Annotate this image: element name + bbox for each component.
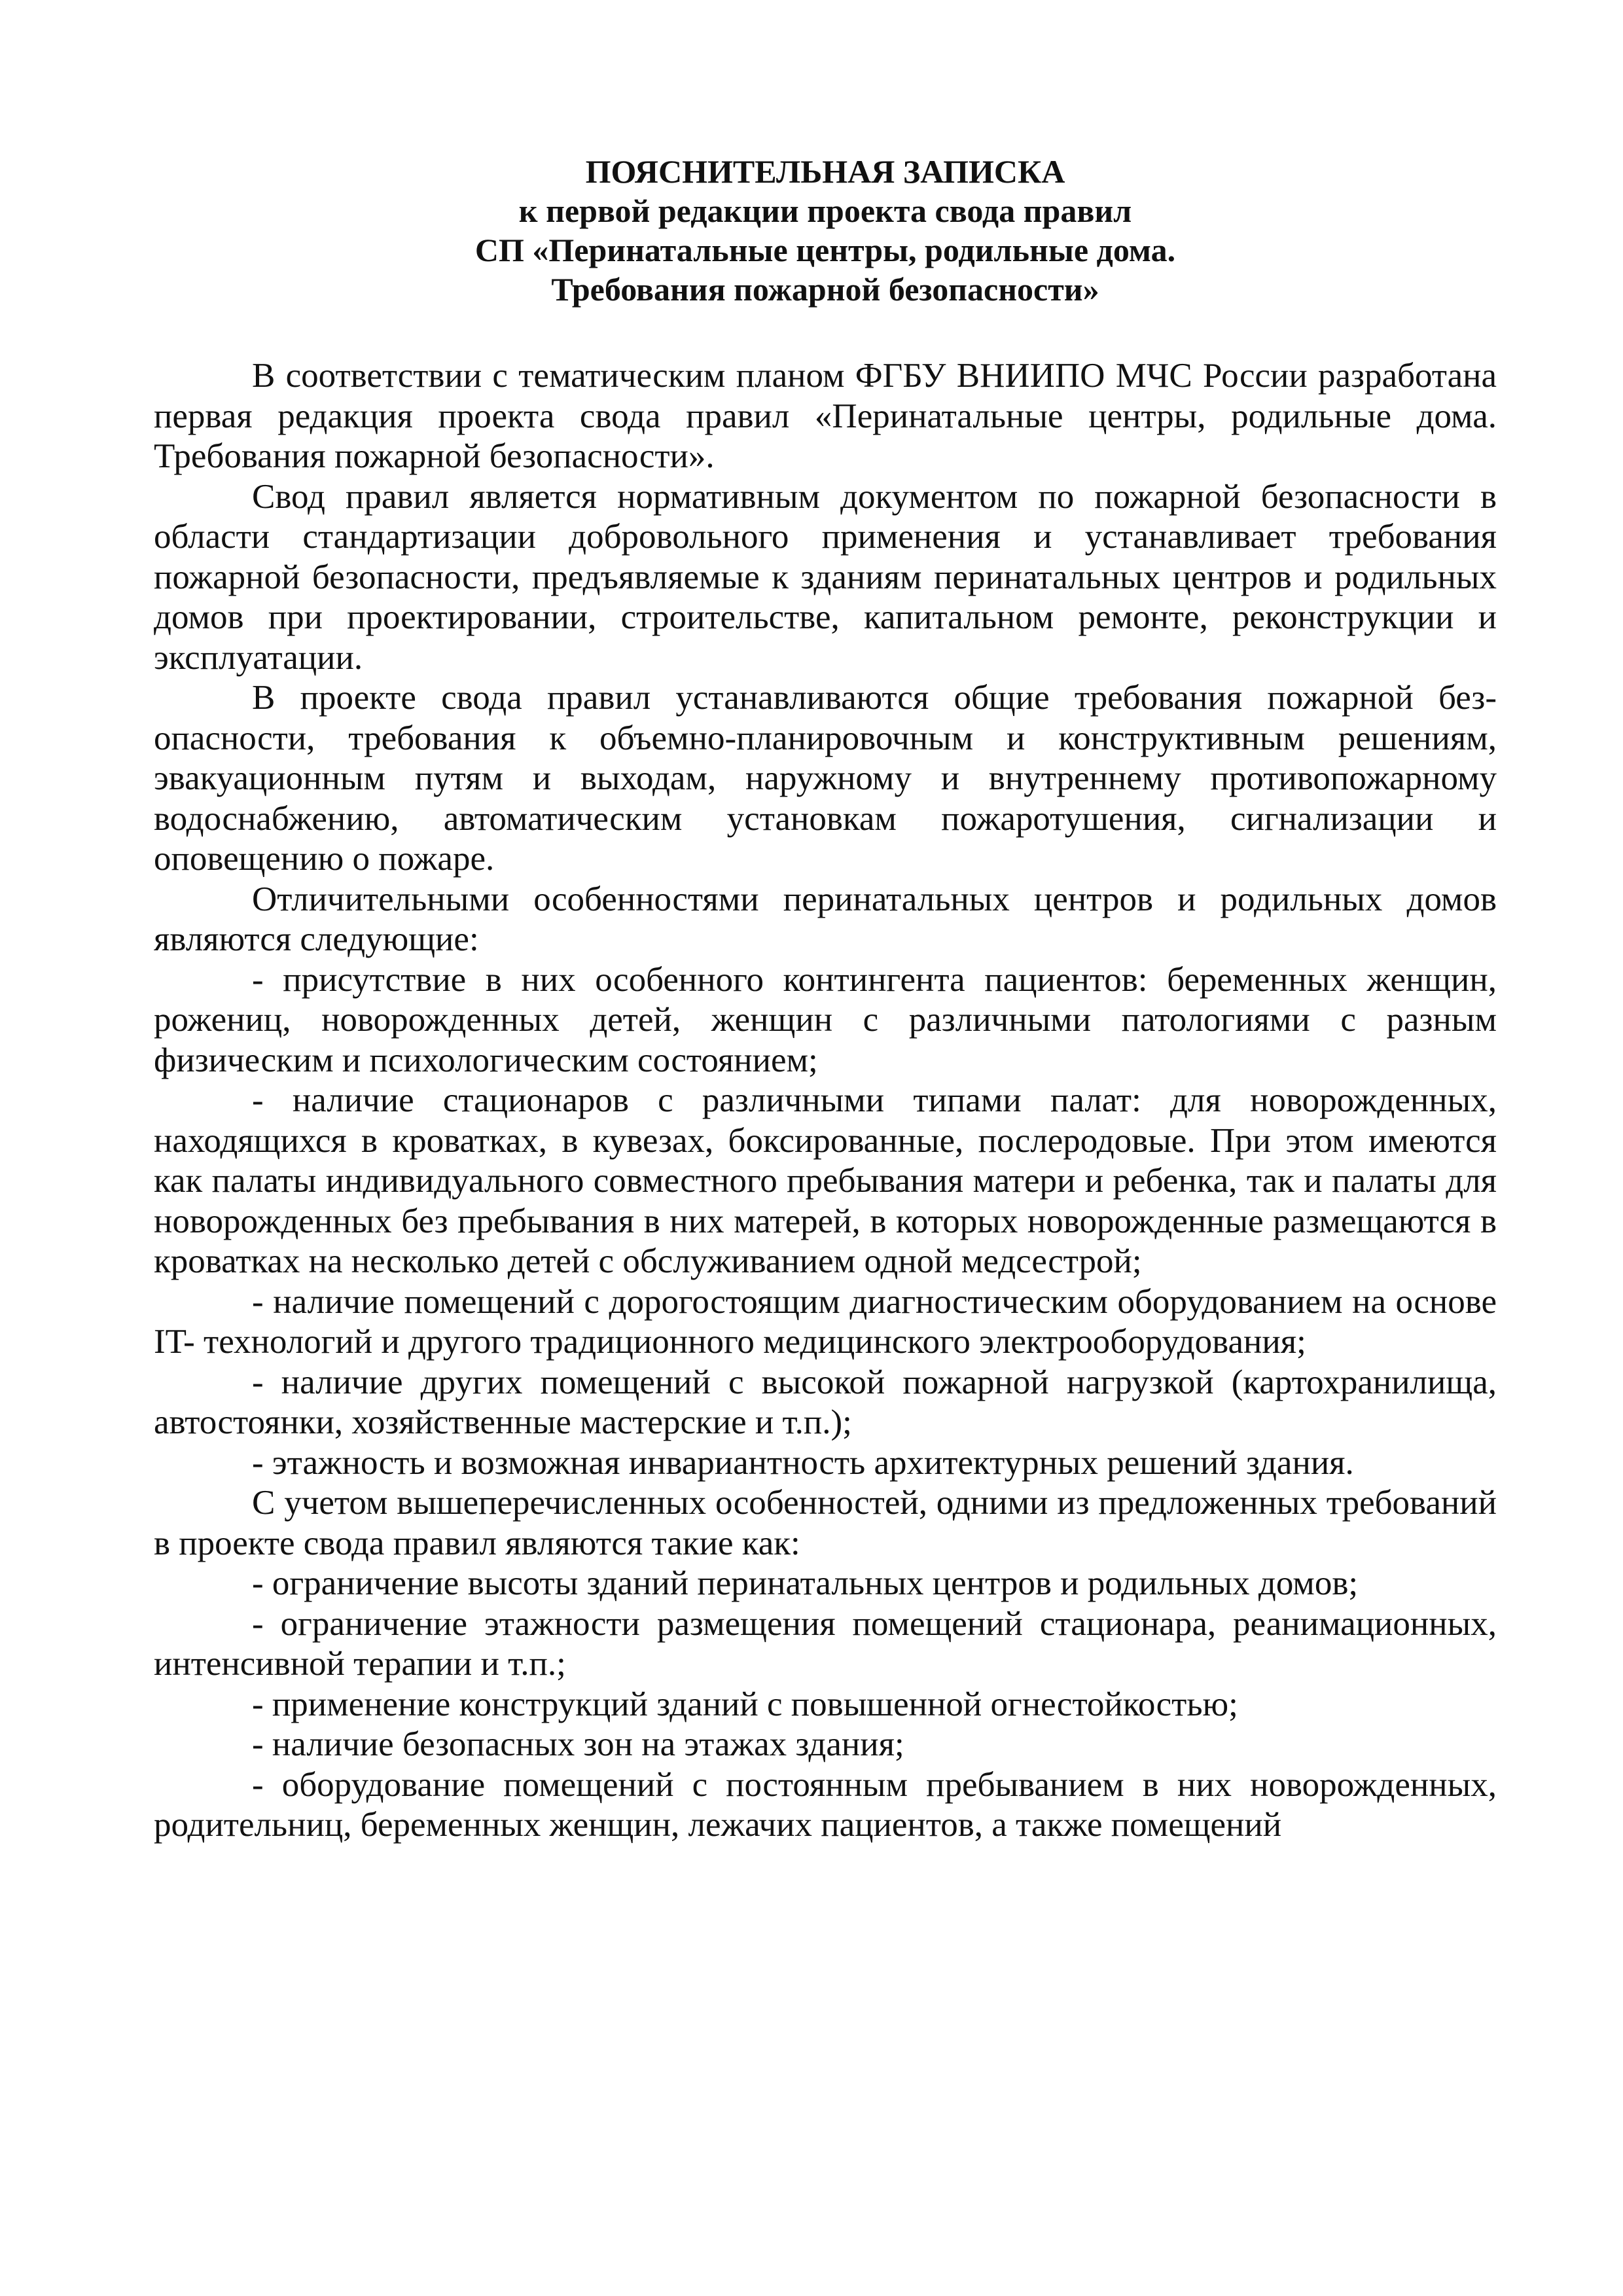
document-title [154,152,1497,309]
list-item: - наличие стационаров с различными типами палат: для новорожденных, находящихся в кроватках, в кувезах, боксированные, послеродовые. При этом имеются как палаты индивидуального совместного пребывания матери и ребенка, так и палаты для новорожденных без пребывания в них матерей, в которых новорожденные размещаются в кроватках на несколько детей с обслуживанием одной медсестрой; [154,1081,1497,1280]
list-item: - применение конструкций зданий с повышенной огнестойкостью; [252,1685,1238,1723]
paragraph: В проекте свода правил устанавливаются общие требования пожарной безопасности, требования к объемно-планировочным и конструктивным решениям, эвакуационным путям и выходам, наружному и внутреннему противопожарному водоснабжению, автоматическим установкам пожаротушения, сигнализации и оповещению о пожаре. [154,679,1497,878]
paragraph: Отличительными особенностями перинатальных центров и родильных домов являются следующие: [154,880,1497,958]
list-item: - оборудование помещений с постоянным пребыванием в них новорожденных, родительниц, беременных женщин, лежачих пациентов, а также помещений [154,1765,1497,1844]
list-item: - наличие помещений с дорогостоящим диагностическим оборудованием на основе IT- технологий и другого традиционного медицинского электрооборудования; [154,1282,1497,1361]
paragraph: Свод правил является нормативным документом по пожарной безопасности в области стандартизации добровольного применения и устанавливает требования пожарной безопасности, предъявляемые к зданиям перинатальных центров и родильных домов при проектировании, строительстве, капитальном ремонте, реконструкции и эксплуатации. [154,477,1497,677]
document-body [154,356,1497,1846]
list-item: - наличие других помещений с высокой пожарной нагрузкой (картохранилища, автостоянки, хозяйственные мастерские и т.п.); [154,1363,1497,1441]
document-page [154,152,1497,1846]
title-line: Требования пожарной безопасности» [551,271,1099,308]
list-item: - этажность и возможная инвариантность архитектурных решений здания. [252,1443,1354,1482]
title-line: ПОЯСНИТЕЛЬНАЯ ЗАПИСКА [585,153,1065,190]
list-item: - присутствие в них особенного контингента пациентов: беременных женщин, рожениц, новорожденных детей, женщин с различными патологиями с разным физическим и психологическим состоянием; [154,960,1497,1079]
title-line: СП «Перинатальные центры, родильные дома. [474,232,1176,268]
paragraph: В соответствии с тематическим планом ФГБУ ВНИИПО МЧС России разработана первая редакция проекта свода правил «Перинатальные центры, родильные дома. Требования пожарной безопасности». [154,357,1497,475]
list-item: - наличие безопасных зон на этажах здания; [252,1725,904,1763]
list-item: - ограничение высоты зданий перинатальных центров и родильных домов; [252,1564,1359,1602]
title-line: к первой редакции проекта свода правил [518,192,1132,229]
list-item: - ограничение этажности размещения помещений стационара, реанимационных, интенсивной терапии и т.п.; [154,1604,1497,1683]
paragraph: С учетом вышеперечисленных особенностей, одними из предложенных требований в проекте свода правил являются такие как: [154,1484,1497,1562]
